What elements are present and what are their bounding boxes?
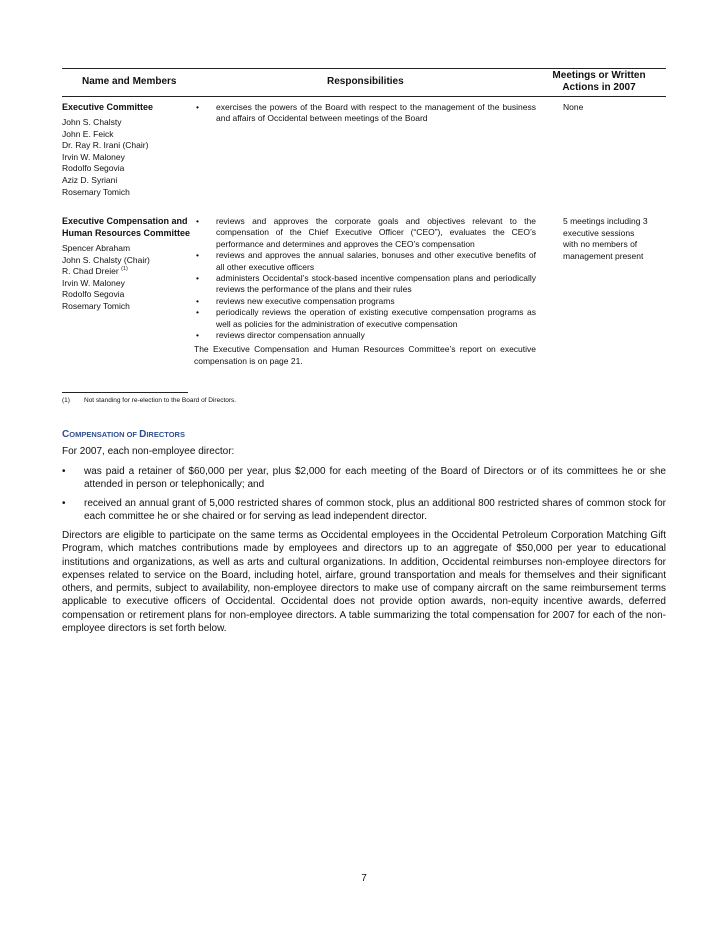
bullet-icon: •: [196, 330, 199, 341]
member-name: Dr. Ray R. Irani (Chair): [62, 140, 149, 151]
bullet-icon: •: [196, 273, 199, 284]
section-paragraph: Directors are eligible to participate on the same terms as Occidental employees in the Occidental Petroleum Corporation Matching Gift Program, which matches contributions made by employees and directors up to an aggregate of $50,000 per year to educational institutions and organizations, as well as arts and cultural organizations. In addition, Occidental reimburses non-employee directors for expenses related to service on the Board, including hotel, airfare, ground transportation and meals for themselves and their significant others, and permits, subject to availability, non-employee directors to make use of company aircraft on the same reimbursement terms applicable to executive officers of Occidental. Occidental does not provide option awards, non-equity incentive awards, deferred compensation or retirement plans for non-employee directors. A table summarizing the total compensation for 2007 for each of the non-employee directors is set forth below.: [62, 530, 666, 635]
executive-committee-meetings: None: [563, 102, 584, 112]
responsibility-item: • administers Occidental’s stock-based incentive compensation plans and periodically reviews the performance of the plans and their rules: [196, 273, 536, 295]
member-name: Rodolfo Segovia: [62, 289, 125, 300]
executive-committee-responsibilities: [194, 102, 536, 125]
member-name: John E. Feick: [62, 128, 114, 139]
bullet-icon: •: [196, 102, 199, 112]
compensation-committee-title: Executive Compensation and Human Resources Committee: [62, 216, 191, 238]
section-intro: For 2007, each non-employee director:: [62, 446, 235, 457]
member-name: John S. Chalsty (Chair): [62, 254, 150, 265]
table-top-rule: [62, 68, 666, 69]
bullet-icon: •: [196, 216, 199, 226]
member-name: John S. Chalsty: [62, 117, 122, 127]
compensation-committee-meetings: 5 meetings including 3 executive sessions with no members of management present: [563, 216, 648, 261]
compensation-report-note: The Executive Compensation and Human Resources Committee’s report on executive compensation is on page 21.: [194, 344, 536, 366]
member-name: Aziz D. Syriani: [62, 174, 118, 185]
header-responsibilities: Responsibilities: [327, 76, 404, 87]
responsibility-item: • reviews director compensation annually: [196, 330, 365, 341]
header-meetings: [548, 70, 650, 94]
member-name: Irvin W. Maloney: [62, 151, 125, 162]
footnote-marker: (1): [121, 266, 128, 273]
header-meetings-line1: Meetings or Written: [552, 70, 646, 81]
responsibility-item: • reviews new executive compensation programs: [196, 295, 395, 306]
compensation-committee-responsibilities: [194, 216, 536, 367]
responsibility-item: • periodically reviews the operation of existing executive compensation programs as well as policies for the administration of executive compensation: [196, 307, 536, 329]
section-title: COMPENSATION OF DIRECTORS: [62, 429, 185, 440]
footnote-text: Not standing for re-election to the Board of Directors.: [84, 397, 237, 404]
member-name: Rodolfo Segovia: [62, 163, 125, 174]
bullet-icon: •: [62, 498, 66, 509]
header-meetings-line2: Actions in 2007: [562, 82, 636, 93]
responsibility-item: • reviews and approves the annual salaries, bonuses and other executive benefits of all other executive officers: [196, 250, 536, 272]
responsibility-item: • exercises the powers of the Board with respect to the management of the business and affairs of Occidental between meetings of the Board: [196, 102, 536, 124]
bullet-icon: •: [196, 295, 199, 306]
bullet-icon: •: [62, 466, 66, 477]
member-name: Irvin W. Maloney: [62, 277, 125, 288]
member-name: R. Chad Dreier $^{(1)}$: [62, 266, 128, 277]
director-benefit-item: • received an annual grant of 5,000 restricted shares of common stock, plus an additional 800 restricted shares of common stock for each committee he or she chaired or for serving as lead independent director.: [62, 498, 666, 523]
member-name: Rosemary Tomich: [62, 186, 130, 197]
member-name: Rosemary Tomich: [62, 300, 130, 311]
executive-committee-members: [62, 117, 148, 198]
page-number: 7: [361, 873, 367, 884]
table-header-rule: [62, 96, 666, 97]
member-name: Spencer Abraham: [62, 243, 131, 253]
bullet-icon: •: [196, 307, 199, 318]
header-name-members: Name and Members: [82, 76, 177, 87]
executive-committee-title: Executive Committee: [62, 102, 154, 112]
footnote-number: (1): [62, 397, 70, 404]
footnote-rule: [62, 392, 188, 393]
bullet-icon: •: [196, 250, 199, 261]
compensation-committee-members: [62, 243, 150, 313]
responsibility-item: • reviews and approves the corporate goals and objectives relevant to the compensation of the Chief Executive Officer (“CEO”), evaluates the CEO’s performance and determines and approves the CEO’s compensation: [196, 216, 536, 249]
director-benefit-item: • was paid a retainer of $60,000 per year, plus $2,000 for each meeting of the Board of Directors or of its committees he or she attended in person or telephonically; and: [62, 466, 666, 491]
footnote: [62, 397, 236, 404]
